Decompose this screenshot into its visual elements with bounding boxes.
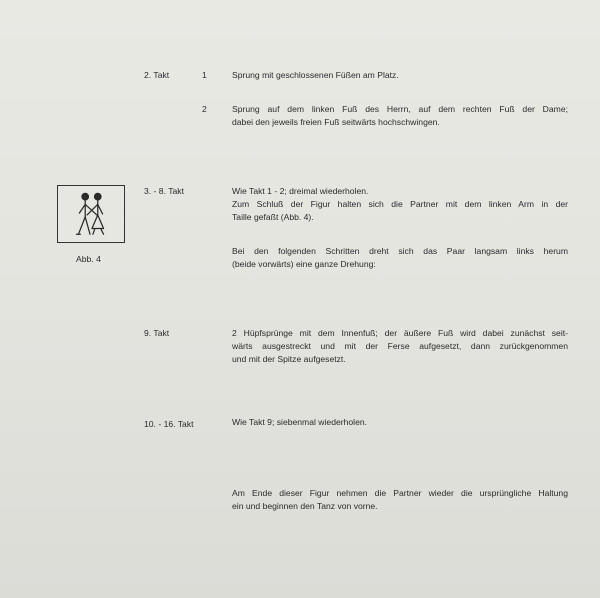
row-label-takt-9: 9. Takt bbox=[144, 328, 170, 338]
step-text-2-line-2: dabei den jeweils freien Fuß seitwärts hochschwingen. bbox=[232, 117, 440, 127]
step-number-2: 2 bbox=[202, 104, 207, 114]
figure-abb-4 bbox=[57, 185, 125, 243]
row-label-takt-2: 2. Takt bbox=[144, 70, 170, 80]
takt-9-line-1: 2 Hüpfsprünge mit dem Innenfuß; der äußere Fuß wird dabei zunächst seit- bbox=[232, 328, 568, 338]
step-number-1: 1 bbox=[202, 70, 207, 80]
takt-9-line-2: wärts ausgestreckt und mit der Ferse aufgesetzt, dann zurückgenommen bbox=[232, 341, 568, 351]
takt-3-8-line-2: Zum Schluß der Figur halten sich die Partner mit dem linken Arm in der bbox=[232, 199, 568, 209]
takt-9-line-3: und mit der Spitze aufgesetzt. bbox=[232, 354, 346, 364]
dancing-couple-icon bbox=[58, 186, 124, 242]
row-label-takt-10-16: 10. - 16. Takt bbox=[144, 419, 194, 429]
step-text-1: Sprung mit geschlossenen Füßen am Platz. bbox=[232, 70, 399, 80]
takt-3-8-line-1: Wie Takt 1 - 2; dreimal wiederholen. bbox=[232, 186, 369, 196]
closing-line-2: ein und beginnen den Tanz von vorne. bbox=[232, 501, 378, 511]
takt-3-8-line-3: Taille gefaßt (Abb. 4). bbox=[232, 212, 314, 222]
figure-caption: Abb. 4 bbox=[76, 254, 101, 264]
closing-line-1: Am Ende dieser Figur nehmen die Partner wieder die ursprüngliche Haltung bbox=[232, 488, 568, 498]
rotation-line-2: (beide vorwärts) eine ganze Drehung: bbox=[232, 259, 376, 269]
rotation-line-1: Bei den folgenden Schritten dreht sich das Paar langsam links herum bbox=[232, 246, 568, 256]
row-label-takt-3-8: 3. - 8. Takt bbox=[144, 186, 184, 196]
takt-10-16-line-1: Wie Takt 9; siebenmal wiederholen. bbox=[232, 417, 368, 427]
step-text-2-line-1: Sprung auf dem linken Fuß des Herrn, auf dem rechten Fuß der Dame; bbox=[232, 104, 568, 114]
